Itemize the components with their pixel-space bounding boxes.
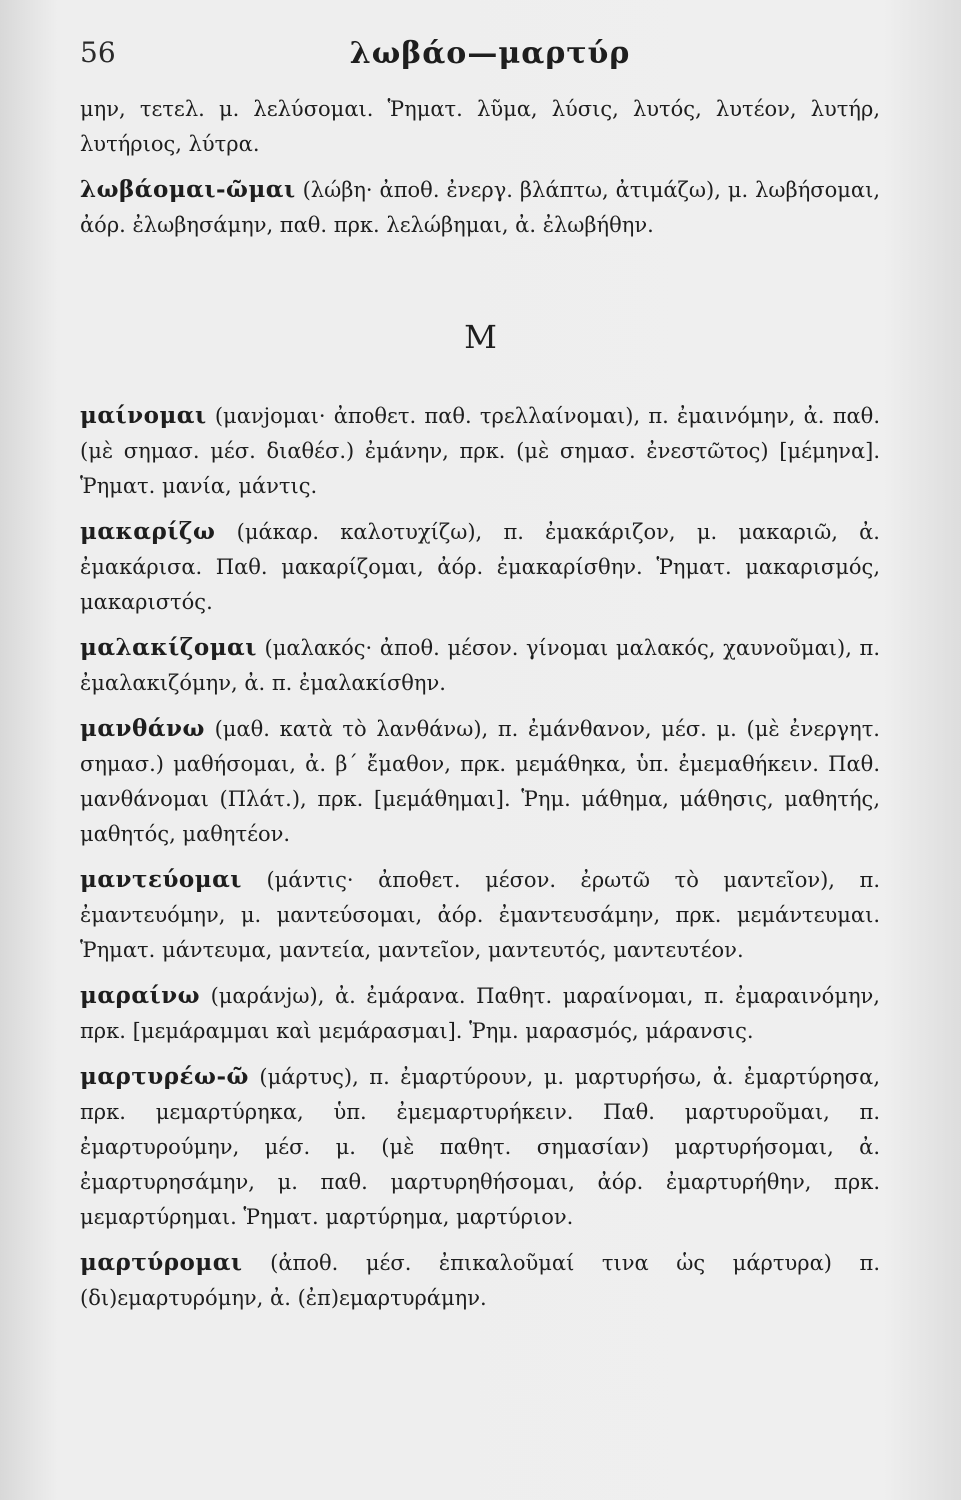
entry-body: (μαράνjω), ἀ. ἐμάρανα. Παθητ. μαραίνομαι, π. ἐμαραινόμην, πρκ. [μεμάραμμαι καὶ μεμάρασμαι]. Ῥημ. μαρασμός, μάρανσις. [80,984,880,1043]
dictionary-entry [80,1245,880,1316]
entry-body: (μάρτυς), π. ἐμαρτύρουν, μ. μαρτυρήσω, ἀ. ἐμαρτύρησα, πρκ. μεμαρτύρηκα, ὑπ. ἐμεμαρτυρήκειν. Παθ. μαρτυροῦμαι, π. ἐμαρτυρούμην, μέσ. μ. (μὲ παθητ. σημασίαν) μαρτυρήσομαι, ἀ. ἐμαρτυρησάμην, μ. παθ. μαρτυρηθήσομαι, ἀόρ. ἐμαρτυρήθην, πρκ. μεμαρτύρημαι. Ῥηματ. μαρτύρημα, μαρτύριον. [80,1065,880,1229]
dictionary-entry [80,978,880,1049]
entry-lemma: μαλακίζομαι [80,634,257,661]
entry-body: (μαθ. κατὰ τὸ λανθάνω), π. ἐμάνθανον, μέσ. μ. (μὲ ἐνεργητ. σημασ.) μαθήσομαι, ἀ. β΄ ἔμαθον, πρκ. μεμάθηκα, ὑπ. ἐμεμαθήκειν. Παθ. μανθάνομαι (Πλάτ.), πρκ. [μεμάθημαι]. Ῥημ. μάθημα, μάθησις, μαθητής, μαθητός, μαθητέον. [80,717,880,846]
page-header [80,36,900,76]
section-letter: Μ [464,318,497,356]
entry-body: (μανjομαι· ἀποθετ. παθ. τρελλαίνομαι), π. ἐμαινόμην, ἀ. παθ. (μὲ σημασ. μέσ. διαθέσ.) ἐμάνην, πρκ. (μὲ σημασ. ἐνεστῶτος) [μέμηνα]. Ῥηματ. μανία, μάντις. [80,404,880,498]
entry-body: (λώβη· ἀποθ. ἐνεργ. βλάπτω, ἀτιμάζω), μ. λωβήσομαι, ἀόρ. ἐλωβησάμην, παθ. πρκ. λελώβημαι, ἀ. ἐλωβήθην. [80,178,880,237]
continued-entry-text: μην, τετελ. μ. λελύσομαι. Ῥηματ. λῦμα, λύσις, λυτός, λυτέον, λυτήρ, λυτήριος, λύτρα. [80,97,880,156]
dictionary-entry [80,514,880,620]
entry-body: (μάκαρ. καλοτυχίζω), π. ἐμακάριζον, μ. μακαριῶ, ἀ. ἐμακάρισα. Παθ. μακαρίζομαι, ἀόρ. ἐμακαρίσθην. Ῥηματ. μακαρισμός, μακαριστός. [80,520,880,614]
dictionary-entry [80,630,880,701]
entry-body: (μάντις· ἀποθετ. μέσον. ἐρωτῶ τὸ μαντεῖον), π. ἐμαντευόμην, μ. μαντεύσομαι, ἀόρ. ἐμαντευσάμην, πρκ. μεμάντευμαι. Ῥηματ. μάντευμα, μαντεία, μαντεῖον, μαντευτός, μαντευτέον. [80,868,880,962]
continued-entry-block [80,92,880,253]
running-head: λωβάο—μαρτύρ [349,36,631,71]
entry-lemma: μανθάνω [80,715,205,742]
entry-lemma: μαραίνω [80,982,201,1009]
dictionary-entry [80,711,880,852]
dictionary-entry [80,172,880,243]
dictionary-entry [80,862,880,968]
entry-lemma: μαρτύρομαι [80,1249,243,1276]
dictionary-entry [80,398,880,504]
entry-body: (ἀποθ. μέσ. ἐπικαλοῦμαί τινα ὡς μάρτυρα) π. (δι)εμαρτυρόμην, ἀ. (ἐπ)εμαρτυράμην. [80,1251,880,1310]
entry-body: (μαλακός· ἀποθ. μέσον. γίνομαι μαλακός, χαυνοῦμαι), π. ἐμαλακιζόμην, ἀ. π. ἐμαλακίσθην. [80,636,880,695]
entry-lemma: μαντεύομαι [80,866,242,893]
entries-list [80,398,880,1326]
entry-lemma: λωβάομαι-ῶμαι [80,176,296,203]
entry-lemma: μαρτυρέω-ῶ [80,1063,249,1090]
dictionary-entry [80,1059,880,1235]
entry-lemma: μαίνομαι [80,402,207,429]
entry-lemma: μακαρίζω [80,518,216,545]
page-number: 56 [80,36,116,69]
